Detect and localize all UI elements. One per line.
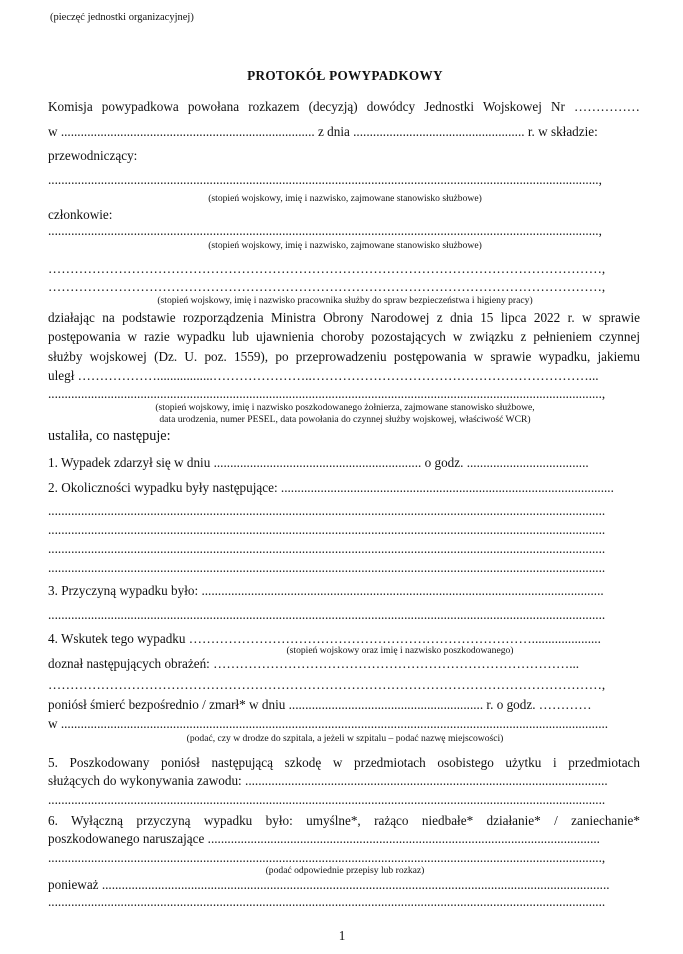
item4-injuries[interactable]: doznał następujących obrażeń: ………………………………………………………………………...	[48, 656, 580, 671]
organization-stamp-label: (pieczęć jednostki organizacyjnej)	[50, 12, 194, 23]
item6-line-3[interactable]: ........................................................................................................................................................................,	[48, 850, 606, 865]
member3-caption: (stopień wojskowy, imię i nazwisko pracownika służby do spraw bezpieczeństwa i higieny pracy)	[157, 295, 533, 306]
member2-field[interactable]: ………………………………………………………………………………………………………………,	[48, 261, 606, 276]
victim-caption-2: data urodzenia, numer PESEL, data powołania do czynnej służby wojskowej, właściwość WCR)	[159, 414, 531, 425]
item6-because-field[interactable]: ponieważ ..........................................................................................................................................................	[48, 877, 610, 892]
commission-line: Komisja powypadkowa powołana rozkazem (decyzją) dowódcy Jednostki Wojskowej Nr ……………	[48, 99, 640, 114]
item2-circumstances[interactable]: 2. Okoliczności wypadku były następujące: .....................................................................................................	[48, 480, 614, 495]
item4-line-1[interactable]: ………………………………………………………………………………………………………………,	[48, 677, 606, 692]
item2-line-1[interactable]: .........................................................................................................................................................................	[48, 503, 606, 518]
item3-cause[interactable]: 3. Przyczyną wypadku było: ..........................................................................................................................	[48, 583, 604, 598]
item2-line-4[interactable]: .........................................................................................................................................................................	[48, 560, 606, 575]
members-label: członkowie:	[48, 207, 113, 222]
member1-caption: (stopień wojskowy, imię i nazwisko, zajmowane stanowisko służbowe)	[208, 240, 482, 251]
chair-label: przewodniczący:	[48, 148, 138, 163]
item2-line-3[interactable]: .........................................................................................................................................................................	[48, 541, 606, 556]
document-title: PROTOKÓŁ POWYPADKOWY	[247, 68, 443, 83]
item5-line-1: 5. Poszkodowany poniósł następującą szkodę w przedmiotach osobistego użytku i przedmiotach	[48, 755, 640, 770]
item6-caption: (podać odpowiednie przepisy lub rozkaz)	[265, 865, 425, 876]
member3-field[interactable]: ………………………………………………………………………………………………………………,	[48, 279, 606, 294]
basis-line-2: postępowania w razie wypadku lub ujawnienia choroby pozostających w związku z pełnieniem czynnej	[48, 329, 640, 344]
chair-caption: (stopień wojskowy, imię i nazwisko, zajmowane stanowisko służbowe)	[208, 193, 482, 204]
item1-date-time[interactable]: 1. Wypadek zdarzył się w dniu ............................................................... o godz. .....................................	[48, 455, 589, 470]
victim-caption-1: (stopień wojskowy, imię i nazwisko poszkodowanego żołnierza, zajmowane stanowisko służbowe,	[155, 402, 535, 413]
item4-consequence[interactable]: 4. Wskutek tego wypadku …………………………………………………………………….....................	[48, 631, 601, 646]
established-label: ustaliła, co następuje:	[48, 428, 171, 444]
chair-field[interactable]: .......................................................................................................................................................................,	[48, 172, 602, 187]
page-number: 1	[338, 928, 346, 943]
victim-field[interactable]: uległ ……………….................…………………..………………………………………………………...	[48, 368, 599, 383]
item4-caption: (stopień wojskowy oraz imię i nazwisko poszkodowanego)	[286, 645, 514, 656]
location-date-line[interactable]: w ............................................................................. z dnia .................................................... r. w składzie:	[48, 124, 598, 139]
victim-field-continued[interactable]: ........................................................................................................................................................................,	[48, 386, 606, 401]
item5-damage-field[interactable]: służących do wykonywania zawodu: ..............................................................................................................	[48, 773, 608, 788]
member1-field[interactable]: .......................................................................................................................................................................,	[48, 223, 602, 238]
item5-line-3[interactable]: .........................................................................................................................................................................	[48, 792, 606, 807]
item6-line-4[interactable]: .........................................................................................................................................................................	[48, 894, 606, 909]
item4-caption-2: (podać, czy w drodze do szpitala, a jeżeli w szpitalu – podać nazwę miejscowości)	[186, 733, 504, 744]
item3-line-1[interactable]: .........................................................................................................................................................................	[48, 607, 606, 622]
item6-line-1: 6. Wyłączną przyczyną wypadku było: umyślne*, rażąco niedbałe* działanie* / zaniechanie*	[48, 813, 640, 828]
item2-line-2[interactable]: .........................................................................................................................................................................	[48, 522, 606, 537]
basis-line-3: służby wojskowej (Dz. U. poz. 1559), po przeprowadzeniu postępowania w sprawie wypadku, jakiemu	[48, 349, 640, 364]
basis-line-1: działając na podstawie rozporządzenia Ministra Obrony Narodowej z dnia 15 lipca 2022 r. w sprawie	[48, 310, 640, 325]
item6-violation-field[interactable]: poszkodowanego naruszające .......................................................................................................................	[48, 831, 600, 846]
item4-death[interactable]: poniósł śmierć bezpośrednio / zmarł* w dniu ........................................................... r. o godz. …………	[48, 697, 592, 712]
item4-line-2[interactable]: w ......................................................................................................................................................................	[48, 716, 609, 731]
